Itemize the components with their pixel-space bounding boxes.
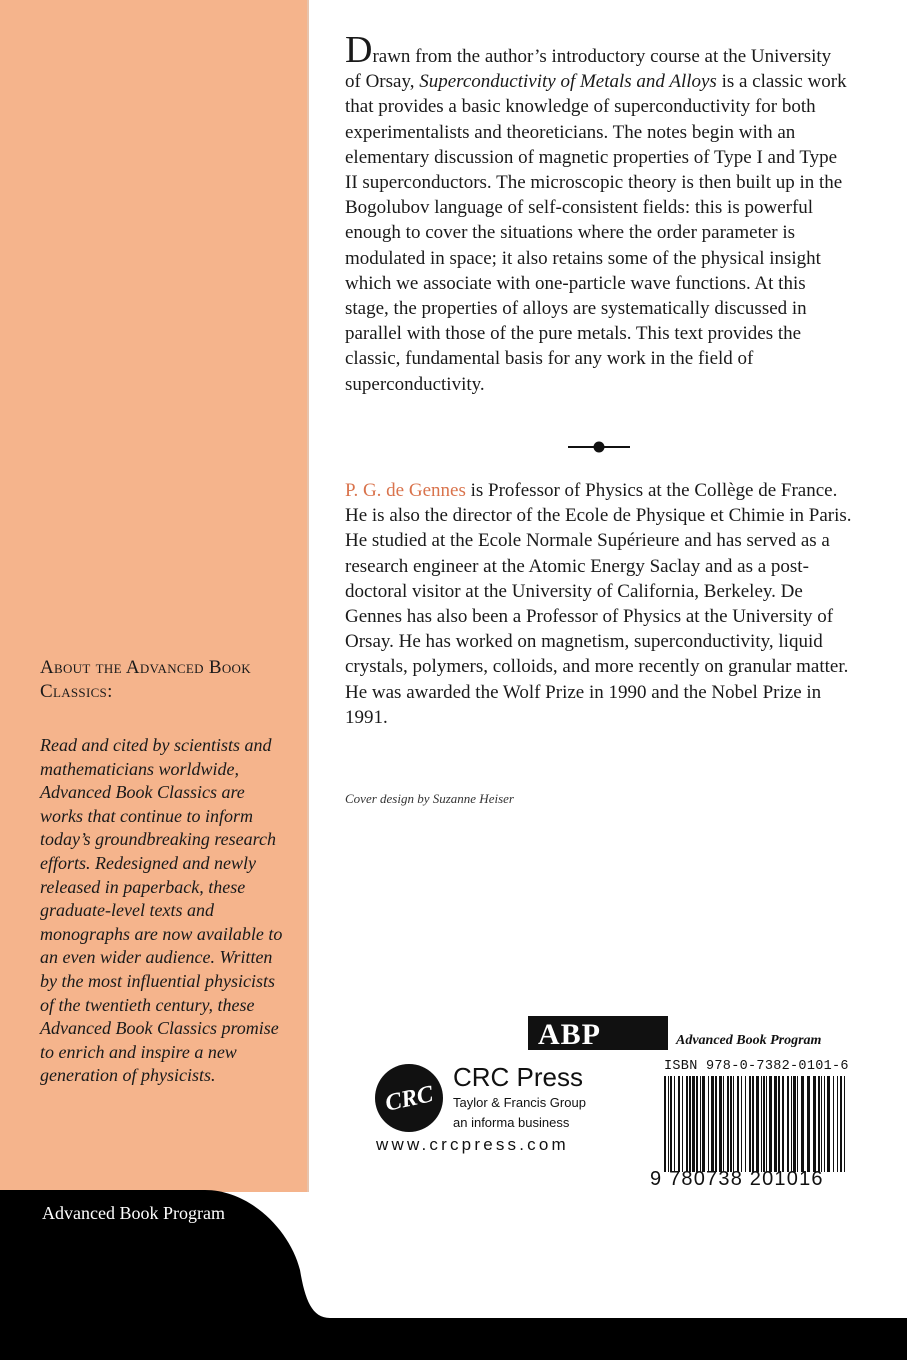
book-title: Superconductivity of Metals and Alloys [419,71,717,93]
crc-logo-icon [374,1063,444,1133]
abp-logo-text: ABP [538,1018,601,1050]
abp-label: Advanced Book Program [676,1033,822,1048]
ornament-divider [568,440,630,454]
panel-divider [307,0,309,1192]
isbn-label: ISBN 978-0-7382-0101-6 [664,1059,849,1074]
publisher-url: www.crcpress.com [376,1135,569,1154]
publisher-name: CRC Press [453,1062,584,1092]
publisher-group: Taylor & Francis Group [453,1095,586,1110]
publisher-informa: an informa business [453,1115,570,1130]
drop-cap: D [345,29,373,71]
bio-text: is Professor of Physics at the Collège de France. He is also the director of the Ecole de Physique et Chimie in Paris. He studied at the Ecole Normale Supérieure and has served as a research engineer at the Atomic Energy Saclay and as a post-doctoral visitor at the University of California, Berkeley. De Gennes has also been a Professor of Physics at the University of Orsay. He has worked on magnetism, superconductivity, liquid crystals, polymers, colloids, and more recently on granular matter. He was awarded the Wolf Prize in 1990 and the Nobel Prize in 1991. [345,480,852,728]
cover-credit: Cover design by Suzanne Heiser [345,791,514,806]
crc-logo-text: CRC [383,1081,436,1117]
about-body: Read and cited by scientists and mathematicians worldwide, Advanced Book Classics are works that continue to inform today’s groundbreaking research efforts. Redesigned and newly released in paperback, these graduate-level texts and monographs are now available to an even wider audience. Written by the most influential physicists of the twentieth century, these Advanced Book Classics promise to enrich and inspire a new generation of physicists. [40,735,283,1086]
barcode-digits: 9 780738 201016 [650,1168,824,1190]
barcode-icon [662,1076,852,1172]
book-description [345,29,850,397]
about-heading: About the Advanced Book Classics: [40,657,251,702]
band-label: Advanced Book Program [42,1203,225,1223]
description-lead: rawn from the author’s introductory course at the University of Orsay, [345,46,832,93]
author-bio [345,478,855,730]
description-rest: is a classic work that provides a basic knowledge of superconductivity for both experimentalists and theoreticians. The notes begin with an elementary discussion of magnetic properties of Type I and Type II superconductors. The microscopic theory is then built up in the Bogolubov language of self-consistent fields: this is powerful enough to cover the situations where the order parameter is modulated in space; it also retains some of the physical insight which we associate with one-particle wave functions. At this stage, the properties of alloys are systematically discussed in parallel with those of the pure metals. This text provides the classic, fundamental basis for any work in the field of superconductivity. [345,71,847,395]
abp-logo [528,1016,668,1050]
author-name: P. G. de Gennes [345,480,466,501]
